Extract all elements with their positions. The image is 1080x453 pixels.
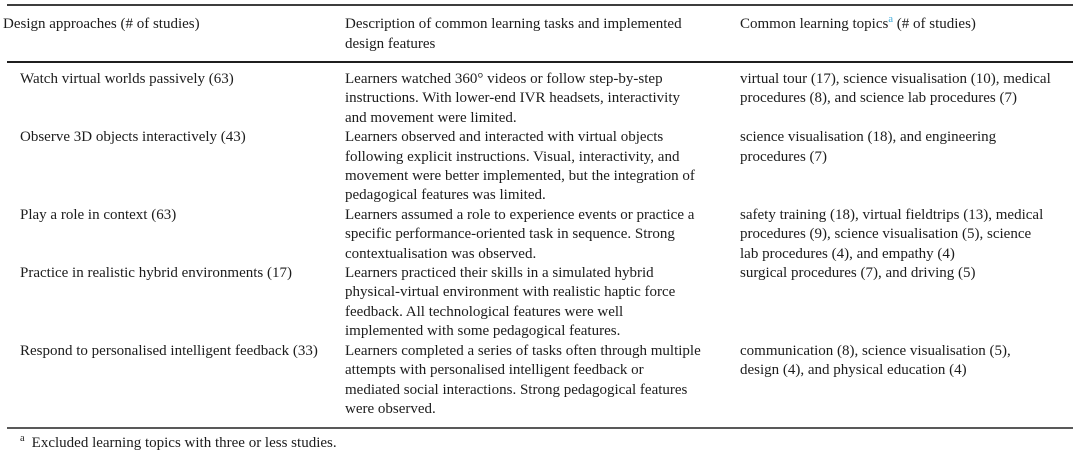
paper-table bbox=[3, 4, 1073, 429]
cell-learning-topics: virtual tour (17), science visualisation (10), medical procedures (8), and science lab procedures (7) bbox=[740, 71, 1051, 107]
cell-description: Learners assumed a role to experience events or practice a specific performance-oriented task in sequence. Strong contextualisation was observed. bbox=[345, 206, 695, 262]
header-common-topics-text: Common learning topics bbox=[740, 16, 889, 32]
header-common-topics-suffix: (# of studies) bbox=[893, 16, 976, 32]
cell-description: Learners observed and interacted with virtual objects following explicit instructions. Visual, interactivity, and movement were better implemented, but the integration of pedagogical features was limited. bbox=[345, 129, 695, 204]
cell-learning-topics: science visualisation (18), and engineering procedures (7) bbox=[740, 129, 997, 165]
header-design-approaches: Design approaches (# of studies) bbox=[3, 16, 200, 32]
footnote-marker: a bbox=[20, 433, 25, 445]
footnote-marker-link[interactable]: a bbox=[888, 14, 893, 25]
table-row bbox=[7, 70, 1073, 128]
cell-learning-topics: communication (8), science visualisation (5), design (4), and physical education (4) bbox=[740, 342, 1011, 379]
table-row bbox=[7, 128, 1073, 206]
cell-description: Learners watched 360° videos or follow step-by-step instructions. With lower-end IVR headsets, interactivity and movement were limited. bbox=[345, 71, 680, 126]
header-common-topics bbox=[740, 6, 1067, 61]
table-header-row bbox=[3, 6, 1073, 61]
cell-learning-topics: surgical procedures (7), and driving (5) bbox=[740, 265, 976, 282]
table-row bbox=[7, 342, 1073, 420]
cell-learning-topics: safety training (18), virtual fieldtrips (13), medical procedures (9), science visualisation (5), science lab procedures (4), and empathy (4) bbox=[740, 206, 1044, 262]
table-row bbox=[7, 264, 1073, 342]
footnote-text: Excluded learning topics with three or less studies. bbox=[31, 435, 337, 452]
cell-design-approach: Practice in realistic hybrid environments (17) bbox=[20, 265, 292, 282]
cell-design-approach: Play a role in context (63) bbox=[20, 206, 177, 223]
table-footnote bbox=[7, 434, 1073, 453]
cell-description: Learners completed a series of tasks often through multiple attempts with personalised intelligent feedback or mediated social interactions. Strong pedagogical features were observed. bbox=[345, 342, 701, 417]
table-bottom-rule bbox=[7, 427, 1073, 429]
cell-design-approach: Watch virtual worlds passively (63) bbox=[20, 71, 234, 87]
header-description: Description of common learning tasks and implemented design features bbox=[345, 16, 682, 52]
table-body bbox=[7, 63, 1073, 427]
cell-description: Learners practiced their skills in a simulated hybrid physical-virtual environment with realistic haptic force feedback. All technological features were well implemented with some pedagogical features. bbox=[345, 265, 676, 340]
cell-design-approach: Observe 3D objects interactively (43) bbox=[20, 129, 246, 146]
table-row bbox=[7, 206, 1073, 264]
cell-design-approach: Respond to personalised intelligent feedback (33) bbox=[20, 342, 318, 359]
